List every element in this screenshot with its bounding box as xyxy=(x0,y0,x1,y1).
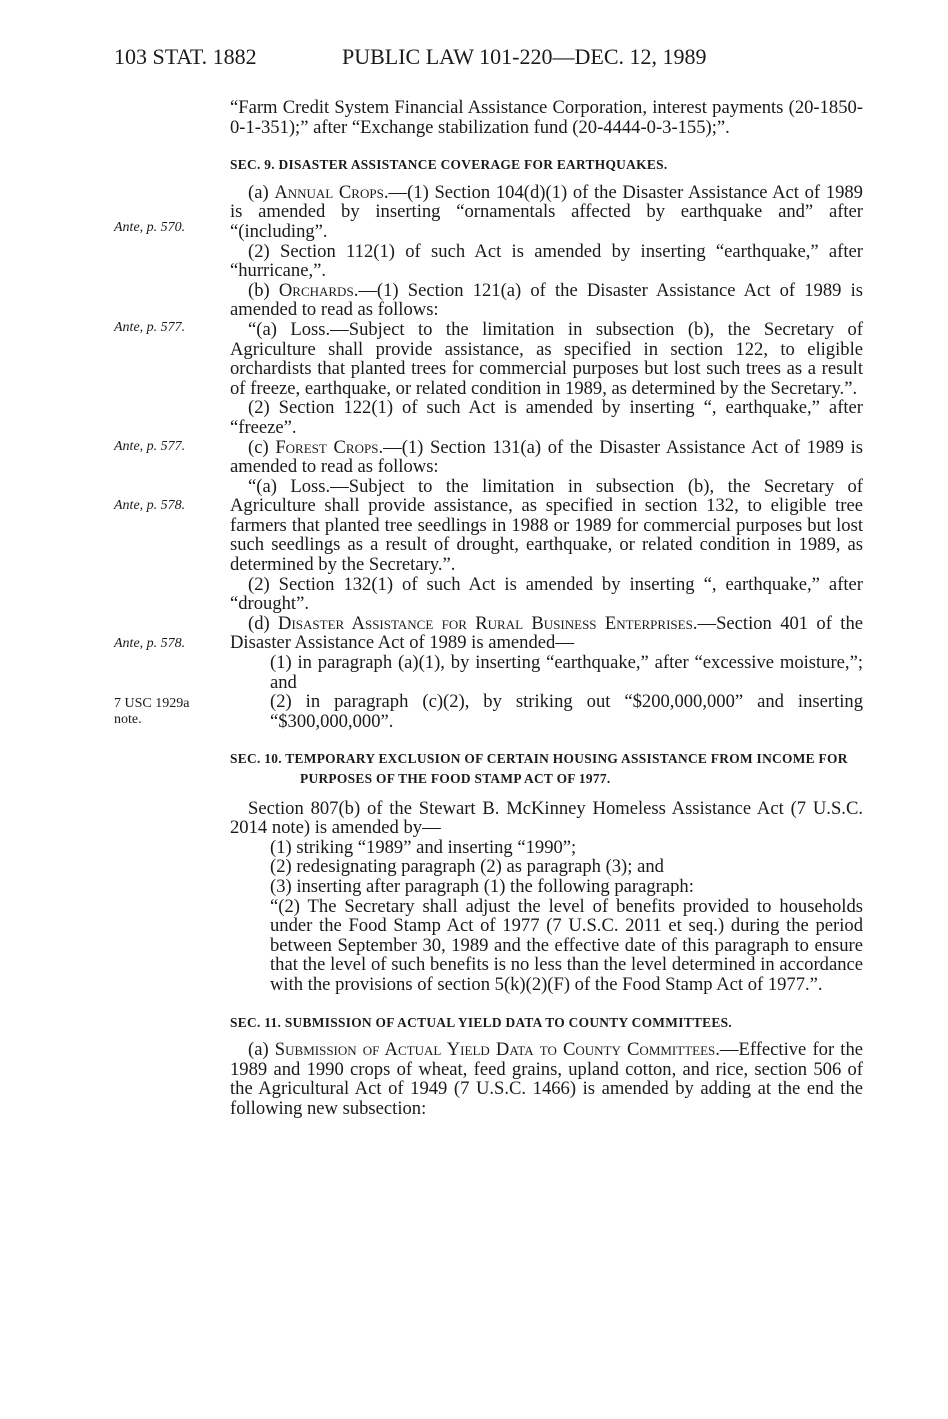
margin-note-usc: 7 USC 1929a note. xyxy=(114,696,190,727)
margin-note: Ante, p. 570. xyxy=(114,220,186,235)
paragraph: (d) Disaster Assistance for Rural Business Enterprises.—Section 401 of the Disaster Assistance Act of 1989 is amended— xyxy=(230,612,863,654)
paragraph: (a) Annual Crops.—(1) Section 104(d)(1) of the Disaster Assistance Act of 1989 is amended by inserting “ornamentals affected by earthquake and” after “(including”. xyxy=(230,181,863,242)
margin-note: Ante, p. 578. xyxy=(114,636,186,651)
public-law-title: PUBLIC LAW 101-220—DEC. 12, 1989 xyxy=(342,44,707,69)
paragraph: (2) Section 132(1) of such Act is amended by inserting “, earthquake,” after “drought”. xyxy=(230,573,863,615)
list-item: (1) in paragraph (a)(1), by inserting “earthquake,” after “excessive moisture,”; and xyxy=(270,652,863,693)
section-heading: SEC. 11. SUBMISSION OF ACTUAL YIELD DATA TO COUNTY COMMITTEES. xyxy=(230,1014,733,1030)
document-body xyxy=(230,98,863,1119)
paragraph: (2) Section 112(1) of such Act is amended by inserting “earthquake,” after “hurricane,”. xyxy=(230,240,863,282)
paragraph: (c) Forest Crops.—(1) Section 131(a) of the Disaster Assistance Act of 1989 is amended to read as follows: xyxy=(230,436,863,478)
list-item: (1) striking “1989” and inserting “1990”; xyxy=(270,836,577,858)
quoted-paragraph: “(2) The Secretary shall adjust the level of benefits provided to households under the Food Stamp Act of 1977 (7 U.S.C. 2011 et seq.) during the period between September 30, 1989 and the effective date of this paragraph to ensure that the level of such benefits is no less than the level determined in accordance with the provisions of section 5(k)(2)(F) of the Food Stamp Act of 1977.”. xyxy=(270,895,863,995)
quoted-paragraph: “(a) Loss.—Subject to the limitation in subsection (b), the Secretary of Agriculture shall provide assistance, as specified in section 132, to eligible tree farmers that planted tree seedlings in 1988 or 1989 for commercial purposes but lost such seedlings as a result of drought, earthquake, or related condition in 1989, as determined by the Secretary.”. xyxy=(230,475,863,576)
section-heading: SEC. 9. DISASTER ASSISTANCE COVERAGE FOR EARTHQUAKES. xyxy=(230,157,668,173)
margin-note: Ante, p. 577. xyxy=(114,320,186,335)
statute-page-number: 103 STAT. 1882 xyxy=(114,44,257,69)
list-item: (2) in paragraph (c)(2), by striking out “$200,000,000” and inserting “$300,000,000”. xyxy=(270,691,863,732)
margin-note: Ante, p. 578. xyxy=(114,498,186,513)
page-header xyxy=(114,44,874,80)
margin-note: Ante, p. 577. xyxy=(114,439,186,454)
paragraph: (b) Orchards.—(1) Section 121(a) of the Disaster Assistance Act of 1989 is amended to read as follows: xyxy=(230,279,863,321)
section-heading: SEC. 10. TEMPORARY EXCLUSION OF CERTAIN HOUSING ASSISTANCE FROM INCOME FOR PURPOSES OF THE FOOD STAMP ACT OF 1977. xyxy=(230,751,848,786)
paragraph: (2) Section 122(1) of such Act is amended by inserting “, earthquake,” after “freeze”. xyxy=(230,397,863,438)
intro-paragraph: “Farm Credit System Financial Assistance Corporation, interest payments (20-1850-0-1-351);” after “Exchange stabilization fund (20-4444-0-3-155);”. xyxy=(230,97,863,138)
paragraph: Section 807(b) of the Stewart B. McKinney Homeless Assistance Act (7 U.S.C. 2014 note) is amended by— xyxy=(230,797,863,839)
quoted-paragraph: “(a) Loss.—Subject to the limitation in subsection (b), the Secretary of Agriculture shall provide assistance, as specified in section 122, to eligible orchardists that planted trees for commercial purposes but lost such trees as a result of freeze, earthquake, or related condition in 1989, as determined by the Secretary.”. xyxy=(230,318,863,399)
list-item: (2) redesignating paragraph (2) as paragraph (3); and xyxy=(270,856,664,878)
list-item: (3) inserting after paragraph (1) the following paragraph: xyxy=(270,875,694,897)
paragraph: (a) Submission of Actual Yield Data to County Committees.—Effective for the 1989 and 1990 crops of wheat, feed grains, upland cotton, and rice, section 506 of the Agricultural Act of 1949 (7 U.S.C. 1466) is amended by adding at the end the following new subsection: xyxy=(230,1039,863,1119)
